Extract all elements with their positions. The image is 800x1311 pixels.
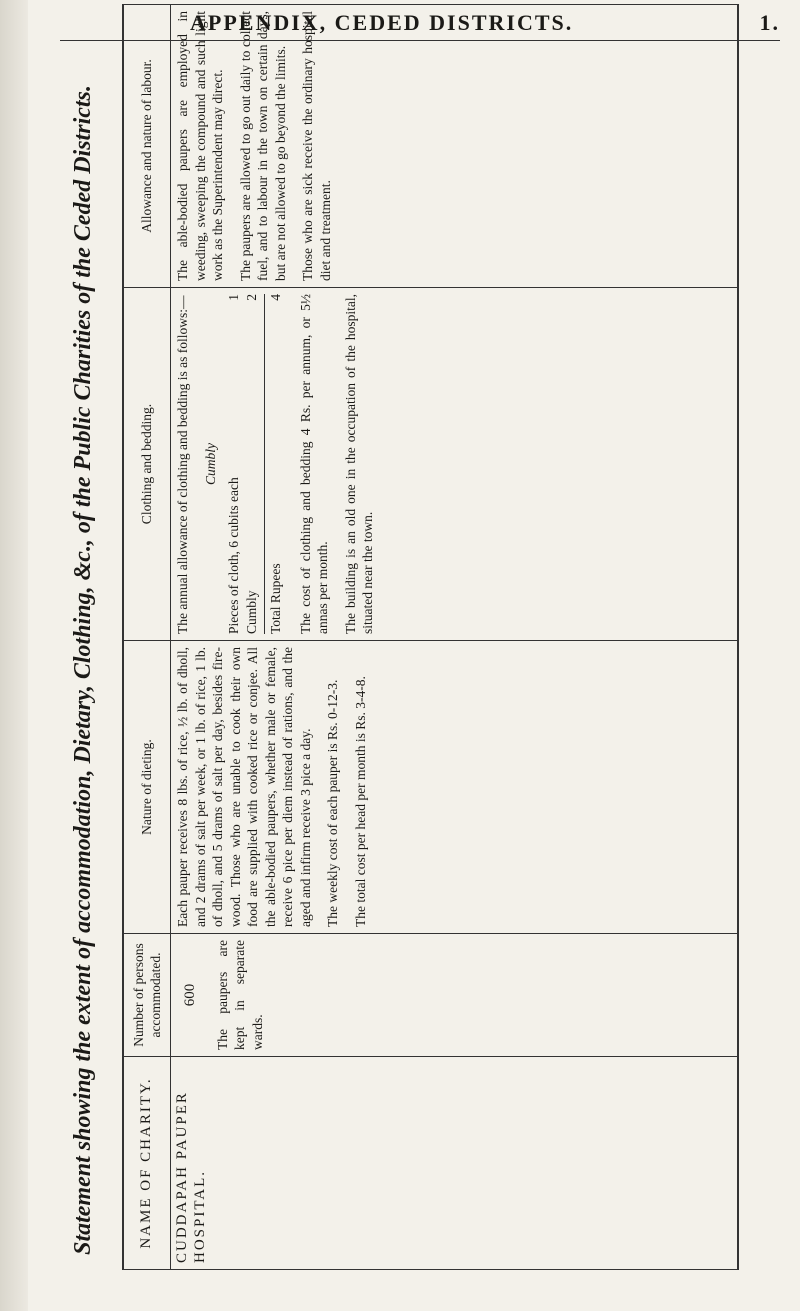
clothing-total (264, 294, 285, 634)
column-header: NAME OF CHARITY. (123, 1057, 171, 1270)
persons-count: 600 (182, 983, 198, 1007)
charity-name-cell (171, 1057, 739, 1270)
clothing-item (243, 294, 261, 634)
page-number: 1. (759, 10, 780, 35)
dieting-cell (171, 641, 739, 934)
labour-paragraph: The paupers are allowed to go out daily to collect fuel, and to labour in the town on certain days, but are not allowed to go beyond the limits. (237, 11, 288, 281)
dieting-paragraph: The weekly cost of each pauper is Rs. 0-12-3. (325, 679, 340, 927)
clothing-item-qty: 2 (243, 294, 259, 301)
column-header: Clothing and bedding. (123, 288, 171, 641)
dieting-paragraph: The total cost per head per month is Rs. 3-4-8. (352, 676, 368, 927)
clothing-note: The cost of clothing and bedding 4 Rs. per annum, or 5½ annas per month. (297, 294, 330, 634)
clothing-intro: The annual allowance of clothing and bedding is as follows:— (175, 295, 190, 634)
clothing-item-label: Total Rupees (268, 563, 283, 634)
table-row (171, 5, 739, 1270)
labour-paragraph: The able-bodied paupers are employed in weeding, sweeping the compound and such light work as the Superintendent may direct. (175, 11, 225, 281)
running-head-title: APPENDIX, CEDED DISTRICTS. (190, 10, 574, 35)
clothing-item (225, 294, 243, 634)
clothing-item-qty: 4 (268, 294, 283, 301)
column-header: Number of persons accommodated. (123, 934, 171, 1057)
charity-name: CUDDAPAH PAUPER HOSPITAL. (174, 1091, 208, 1263)
clothing-item-label: Pieces of cloth, 6 cubits each (226, 477, 241, 634)
clothing-item-label: Cumbly (243, 590, 259, 634)
clothing-cell (171, 288, 739, 641)
charity-table (122, 4, 739, 1270)
number-note: The paupers are kept in separate wards. (214, 940, 265, 1050)
table-caption: Statement showing the extent of accommodation, Dietary, Clothing, &c., of the Public Charities of the Ceded Districts. (70, 85, 96, 1255)
table-header-row (123, 5, 171, 1270)
labour-paragraph: Those who are sick receive the ordinary hospital diet and treatment. (300, 11, 333, 281)
clothing-subheading: Cumbly (202, 443, 218, 485)
clothing-note: The building is an old one in the occupation of the hospital, situated near the town. (342, 294, 375, 634)
column-header: Allowance and nature of labour. (123, 5, 171, 288)
dieting-paragraph: Each pauper receives 8 lbs. of rice, ½ lb. of dholl, and 2 drams of salt per week, or 1 lb. of rice, 1 lb. of dholl, and 5 drams of salt per day, besides fire-wood. Those who are unable to cook their own food are supplied with cooked rice or conjee. All the able-bodied paupers, whether male or female, receive 6 pice per diem instead of rations, and the aged and infirm receive 3 pice a day. (175, 647, 313, 927)
labour-cell (171, 5, 739, 288)
clothing-item-qty: 1 (226, 294, 241, 301)
binding-gutter (0, 0, 28, 1311)
number-cell (171, 934, 739, 1057)
column-header: Nature of dieting. (123, 641, 171, 934)
